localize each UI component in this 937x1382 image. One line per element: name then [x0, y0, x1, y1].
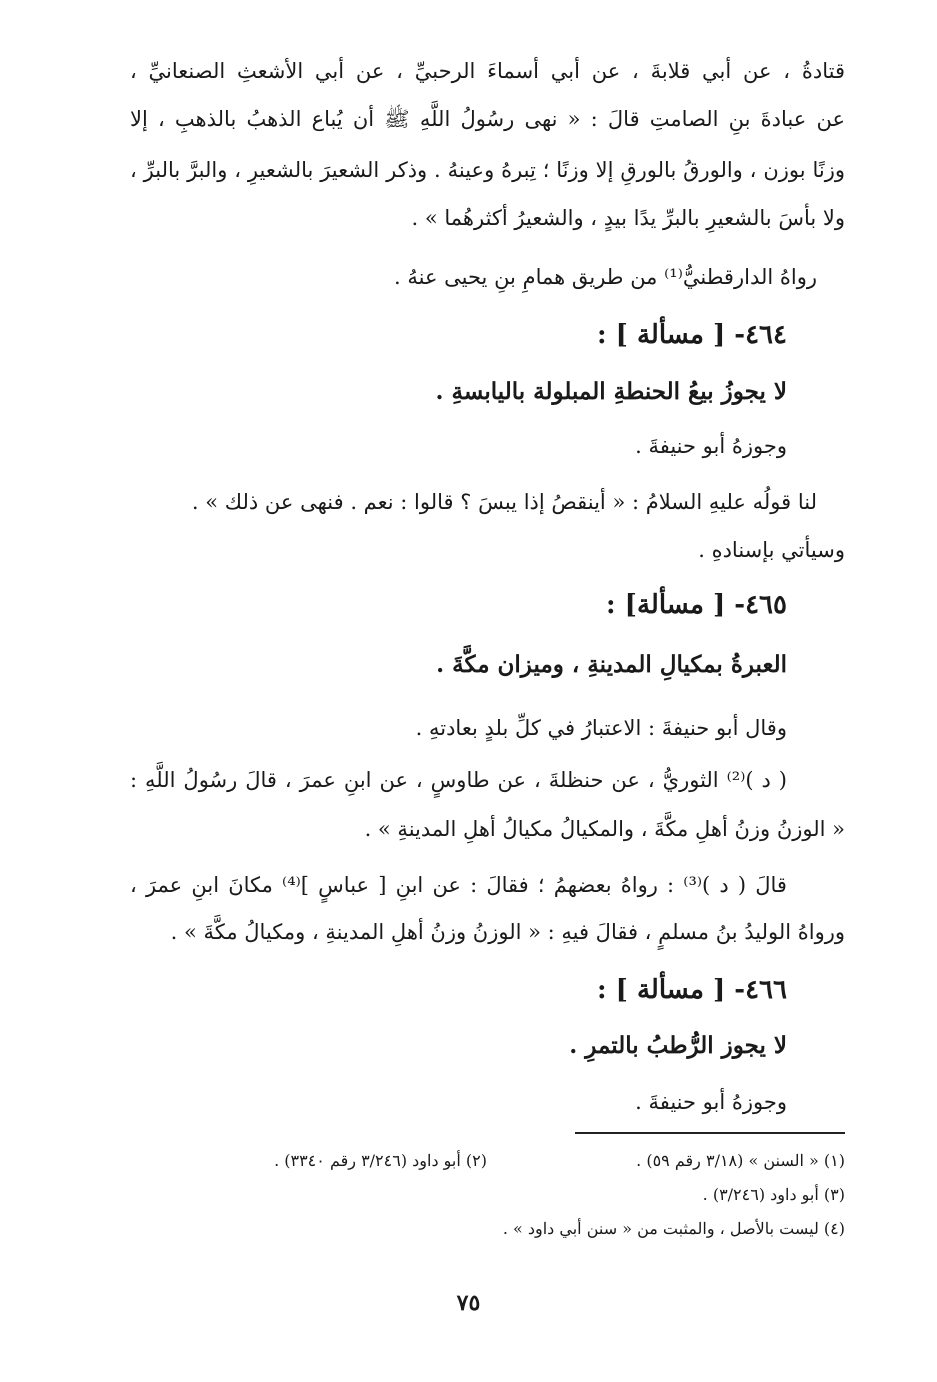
footnote-2: (٢) أبو داود (٣/٢٤٦ رقم ٣٣٤٠) . — [274, 1151, 487, 1170]
footnote-4: (٤) ليست بالأصل ، والمثبت من « سنن أبي داود » . — [502, 1219, 845, 1238]
body-line-20: وجوزهُ أبو حنيفةَ . — [635, 1090, 787, 1114]
page-number: ٧٥ — [456, 1290, 481, 1316]
footnote-1: (١) « السنن » (٣/١٨ رقم ٥٩) . — [636, 1151, 845, 1170]
footnote-3: (٣) أبو داود (٣/٢٤٦) . — [702, 1185, 845, 1204]
issue-heading-465: ٤٦٥- [ مسألة] : — [606, 590, 787, 620]
issue-heading-464: ٤٦٤- [ مسألة ] : — [596, 320, 787, 350]
footnote-separator — [575, 1132, 845, 1134]
body-line-14: ( د )⁽²⁾ الثوريُّ ، عن حنظلةَ ، عن طاوسٍ ، عن ابنِ عمرَ ، قالَ رسُولُ اللَّهِ : — [130, 768, 787, 792]
body-line-13: وقال أبو حنيفةَ : الاعتبارُ في كلِّ بلدٍ بعادتهِ . — [415, 716, 787, 740]
body-line-10: وسيأتي بإسنادهِ . — [698, 538, 845, 562]
body-line-2: عن عبادةَ بنِ الصامتِ قالَ : « نهى رسُولُ اللَّهِ ﷺ أن يُباع الذهبُ بالذهبِ ، إلا — [130, 107, 845, 131]
body-line-15: « الوزنُ وزنُ أهلِ مكَّةَ ، والمكيالُ مكيالُ أهلِ المدينةِ » . — [364, 817, 845, 841]
ruling-465: العبرةُ بمكيالِ المدينةِ ، وميزان مكَّةَ . — [436, 651, 787, 678]
body-line-5: رواهُ الدارقطنيُّ⁽¹⁾ من طريق همامِ بنِ يحيى عنهُ . — [394, 265, 817, 289]
body-line-9: لنا قولُه عليهِ السلامُ : « أينقصُ إذا يبسَ ؟ قالوا : نعم . فنهى عن ذلك » . — [191, 490, 817, 514]
ruling-466: لا يجوز الرُّطبُ بالتمرِ . — [569, 1032, 787, 1059]
issue-heading-466: ٤٦٦- [ مسألة ] : — [596, 975, 787, 1005]
body-line-8: وجوزهُ أبو حنيفةَ . — [635, 434, 787, 458]
body-line-16: قالَ ( د )⁽³⁾ : رواهُ بعضهمُ ؛ فقالَ : عن ابنِ [ عباسٍ ]⁽⁴⁾ مكانَ ابنِ عمرَ ، — [130, 873, 787, 897]
body-line-1: قتادةُ ، عن أبي قلابةَ ، عن أبي أسماءَ الرحبيِّ ، عن أبي الأشعثِ الصنعانيِّ ، — [130, 59, 845, 83]
body-line-4: ولا بأسَ بالشعيرِ بالبرِّ يدًا بيدٍ ، والشعيرُ أكثرهُما » . — [411, 206, 845, 230]
ruling-464: لا يجوزُ بيعُ الحنطةِ المبلولة باليابسةِ . — [435, 378, 787, 405]
body-line-17: ورواهُ الوليدُ بنُ مسلمٍ ، فقالَ فيهِ : « الوزنُ وزنُ أهلِ المدينةِ ، ومكيالُ مكَّةَ » . — [170, 920, 845, 944]
body-line-3: وزنًا بوزن ، والورقُ بالورقِ إلا وزنًا ؛ تِبرهُ وعينهُ . وذكر الشعيرَ بالشعيرِ ، والبرَّ بالبرِّ ، — [130, 158, 845, 182]
